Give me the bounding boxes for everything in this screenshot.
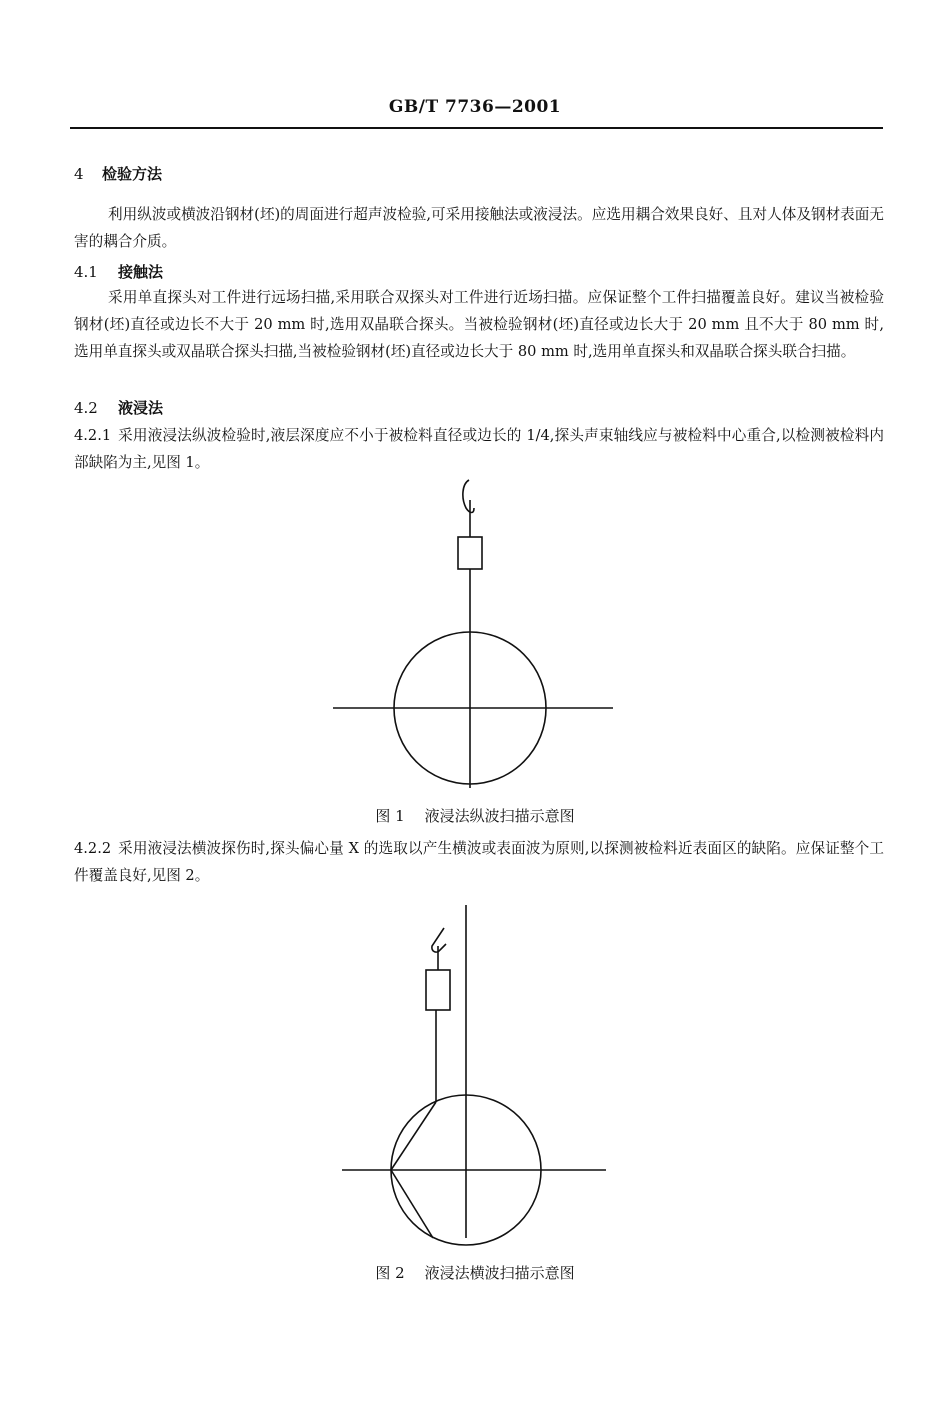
probe-transducer [426, 970, 450, 1010]
section-4-1-number: 4.1 [74, 263, 98, 281]
section-4-2-2-body: 采用液浸法横波探伤时,探头偏心量 X 的选取以产生横波或表面波为原则,以探测被检料近表面区的缺陷。应保证整个工件覆盖良好,见图 2。 [74, 840, 884, 884]
figure-1-number: 图 1 [375, 807, 405, 825]
section-4-1-body: 采用单直探头对工件进行远场扫描,采用联合双探头对工件进行近场扫描。应保证整个工件扫描覆盖良好。建议当被检验钢材(坯)直径或边长不大于 20 mm 时,选用双晶联合探头。当被检验钢材(坯)直径或边长大于 20 mm 且不大于 80 mm 时,选用单直探头或双晶联合探头扫描,当被检验钢材(坯)直径或边长大于 80 mm 时,选用单直探头和双晶联合探头联合扫描。 [74, 289, 884, 360]
section-4-2-1-body: 采用液浸法纵波检验时,液层深度应不小于被检料直径或边长的 1/4,探头声束轴线应与被检料中心重合,以检测被检料内部缺陷为主,见图 1。 [74, 427, 884, 471]
figure-1-title: 液浸法纵波扫描示意图 [424, 807, 575, 825]
section-4-2-title: 液浸法 [118, 399, 164, 417]
document-header: GB/T 7736—2001 [388, 97, 562, 117]
section-4-2-1-number: 4.2.1 [74, 427, 112, 444]
section-4-2-2-number: 4.2.2 [74, 840, 112, 857]
section-4-number: 4 [74, 165, 84, 183]
probe-holder-hook [432, 928, 446, 952]
figure-2-number: 图 2 [375, 1264, 405, 1282]
figure-2-caption [0, 1262, 950, 1283]
section-4-title: 检验方法 [102, 165, 163, 183]
section-4-2-number: 4.2 [74, 399, 98, 417]
refracted-beam-1 [391, 1102, 436, 1170]
section-4-body: 利用纵波或横波沿钢材(坯)的周面进行超声波检验,可采用接触法或液浸法。应选用耦合效果良好、且对人体及钢材表面无害的耦合介质。 [74, 206, 884, 250]
section-4-1-title: 接触法 [118, 263, 164, 281]
figure-2-title: 液浸法横波扫描示意图 [424, 1264, 575, 1282]
refracted-beam-2 [391, 1170, 433, 1238]
